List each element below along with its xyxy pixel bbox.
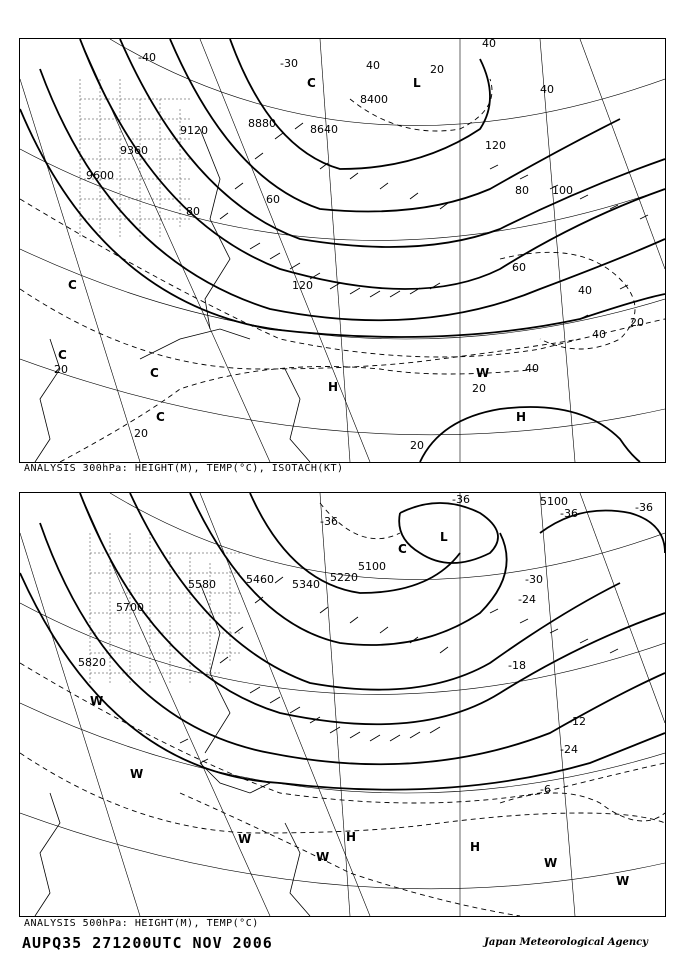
temperature-label: -24 bbox=[518, 593, 536, 606]
isotach-label: 20 bbox=[430, 63, 444, 76]
low-center: L bbox=[413, 76, 421, 90]
temperature-hatch bbox=[90, 533, 240, 683]
height-label: 8640 bbox=[310, 123, 338, 136]
warm-center: W bbox=[238, 832, 252, 846]
map-300hpa-canvas bbox=[20, 39, 665, 462]
height-label: 5220 bbox=[330, 571, 358, 584]
coastline bbox=[35, 583, 310, 916]
meridians bbox=[20, 493, 665, 916]
map-500hpa bbox=[19, 492, 666, 917]
isotach-label: 40 bbox=[525, 362, 539, 375]
cold-center: C bbox=[398, 542, 407, 556]
temperature-label: -36 bbox=[320, 515, 338, 528]
cold-center: C bbox=[68, 278, 77, 292]
low-center: L bbox=[440, 530, 448, 544]
height-label: 5340 bbox=[292, 578, 320, 591]
temperature-label: -18 bbox=[508, 659, 526, 672]
parallels bbox=[20, 493, 665, 889]
temperature-hatch bbox=[80, 79, 190, 239]
height-contours bbox=[20, 39, 665, 462]
warm-center: W bbox=[616, 874, 630, 888]
temperature-label: -12 bbox=[568, 715, 586, 728]
isotach-label: 20 bbox=[472, 382, 486, 395]
map-300hpa bbox=[19, 38, 666, 463]
isotach-label: 20 bbox=[54, 363, 68, 376]
temperature-label: -40 bbox=[138, 51, 156, 64]
height-label: 5820 bbox=[78, 656, 106, 669]
caption-500hpa: ANALYSIS 500hPa: HEIGHT(M), TEMP(°C) bbox=[24, 918, 259, 929]
high-center: H bbox=[516, 410, 527, 424]
warm-center: W bbox=[130, 767, 144, 781]
warm-center: W bbox=[544, 856, 558, 870]
temperature-label: -30 bbox=[525, 573, 543, 586]
height-label: 5580 bbox=[188, 578, 216, 591]
height-label: 8880 bbox=[248, 117, 276, 130]
temperature-label: -36 bbox=[452, 493, 470, 506]
cold-center: C bbox=[307, 76, 316, 90]
isotach-label: 40 bbox=[540, 83, 554, 96]
caption-300hpa: ANALYSIS 300hPa: HEIGHT(M), TEMP(°C), ISOTACH(KT) bbox=[24, 463, 344, 474]
height-label: 5100 bbox=[540, 495, 568, 508]
height-label: 9120 bbox=[180, 124, 208, 137]
height-label: 5460 bbox=[246, 573, 274, 586]
isotach-label: 120 bbox=[292, 279, 313, 292]
meridians bbox=[20, 39, 665, 462]
temperature-label: -24 bbox=[560, 743, 578, 756]
isotherm-contours bbox=[20, 503, 665, 916]
high-center: H bbox=[328, 380, 339, 394]
temperature-label: -30 bbox=[280, 57, 298, 70]
agency-name: Japan Meteorological Agency bbox=[484, 937, 648, 948]
isotach-label: 40 bbox=[578, 284, 592, 297]
height-label: 9600 bbox=[86, 169, 114, 182]
temperature-label: -6 bbox=[540, 783, 551, 796]
cold-center: C bbox=[150, 366, 159, 380]
cold-center: C bbox=[58, 348, 67, 362]
parallels bbox=[20, 39, 665, 435]
cold-center: C bbox=[156, 410, 165, 424]
height-label: 8400 bbox=[360, 93, 388, 106]
temperature-label: -36 bbox=[635, 501, 653, 514]
height-label: 5100 bbox=[358, 560, 386, 573]
isotach-label: 60 bbox=[512, 261, 526, 274]
isotach-label: 40 bbox=[482, 39, 496, 50]
isotach-label: 120 bbox=[485, 139, 506, 152]
warm-center: W bbox=[90, 694, 104, 708]
high-center: H bbox=[346, 830, 357, 844]
isotach-label: 60 bbox=[266, 193, 280, 206]
isotach-label: 100 bbox=[552, 184, 573, 197]
high-center: H bbox=[470, 840, 481, 854]
warm-center: W bbox=[476, 366, 490, 380]
isotach-label: 80 bbox=[186, 205, 200, 218]
isotach-label: 80 bbox=[515, 184, 529, 197]
isotach-label: 40 bbox=[366, 59, 380, 72]
isotach-label: 40 bbox=[592, 328, 606, 341]
height-label: 9360 bbox=[120, 144, 148, 157]
isotach-label: 20 bbox=[410, 439, 424, 452]
height-label: 5700 bbox=[116, 601, 144, 614]
isotach-label: 20 bbox=[630, 316, 644, 329]
warm-center: W bbox=[316, 850, 330, 864]
chart-code-and-time: AUPQ35 271200UTC NOV 2006 bbox=[22, 934, 273, 952]
wind-barbs bbox=[180, 577, 618, 763]
map-500hpa-canvas bbox=[20, 493, 665, 916]
isotach-label: 20 bbox=[134, 427, 148, 440]
temperature-label: -36 bbox=[560, 507, 578, 520]
isotach-contours bbox=[20, 79, 665, 462]
